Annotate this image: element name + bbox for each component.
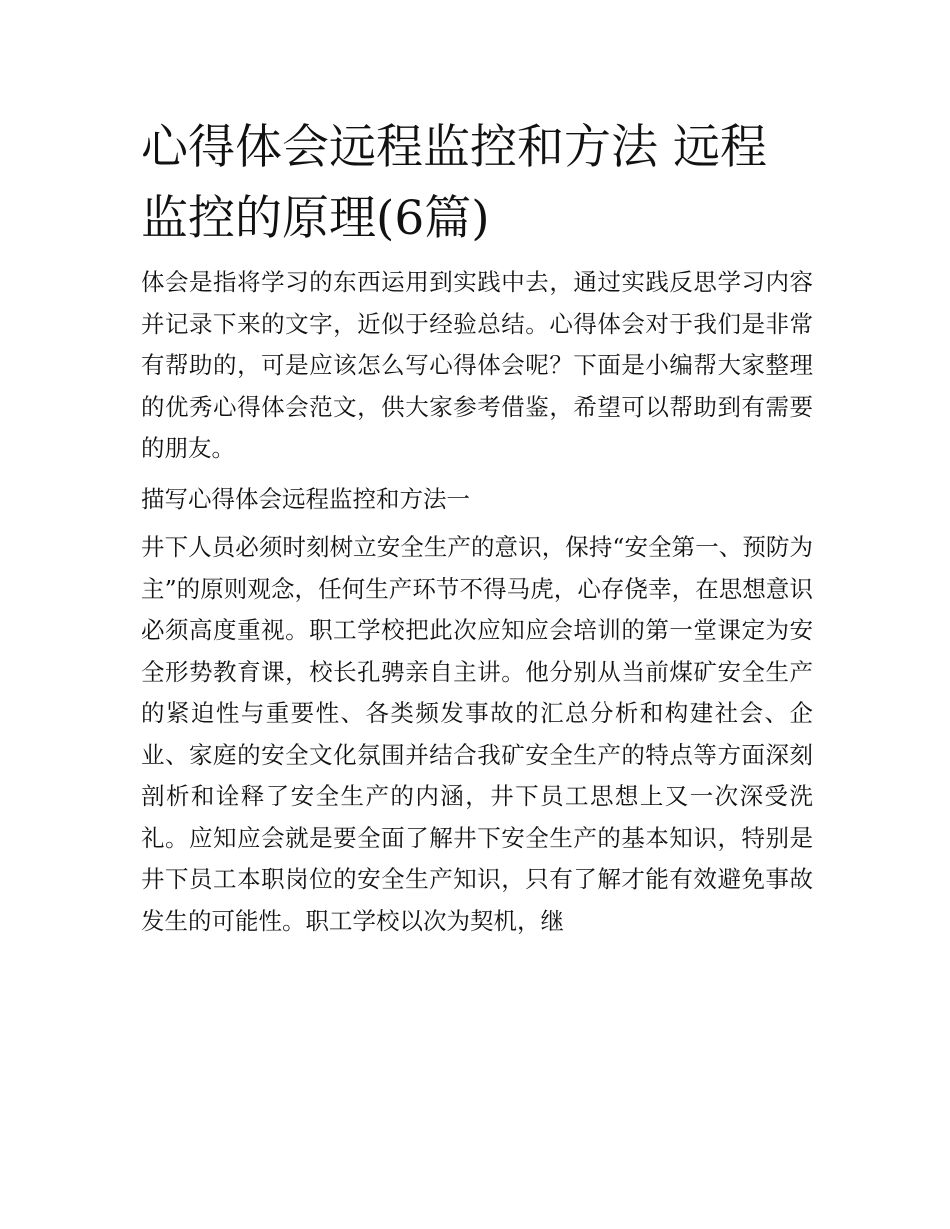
body-paragraph: 井下人员必须时刻树立安全生产的意识，保持“安全第一、预防为主”的原则观念，任何生产环节不得马虎，心存侥幸，在思想意识必须高度重视。职工学校把此次应知应会培训的第一堂课定为安全形势教育课，校长孔骋亲自主讲。他分别从当前煤矿安全生产的紧迫性与重要性、各类频发事故的汇总分析和构建社会、企业、家庭的安全文化氛围并结合我矿安全生产的特点等方面深刻剖析和诠释了安全生产的内涵，井下员工思想上又一次深受洗礼。应知应会就是要全面了解井下安全生产的基本知识，特别是井下员工本职岗位的安全生产知识，只有了解才能有效避免事故发生的可能性。职工学校以次为契机，继 xyxy=(141,533,813,935)
section-heading: 描写心得体会远程监控和方法一 xyxy=(141,484,470,513)
document-content xyxy=(141,112,813,942)
document-title: 心得体会远程监控和方法 远程监控的原理(6篇) xyxy=(141,120,767,246)
intro-paragraph: 体会是指将学习的东西运用到实践中去，通过实践反思学习内容并记录下来的文字，近似于经验总结。心得体会对于我们是非常有帮助的，可是应该怎么写心得体会呢？下面是小编帮大家整理的优秀心得体会范文，供大家参考借鉴，希望可以帮助到有需要的朋友。 xyxy=(141,268,813,462)
